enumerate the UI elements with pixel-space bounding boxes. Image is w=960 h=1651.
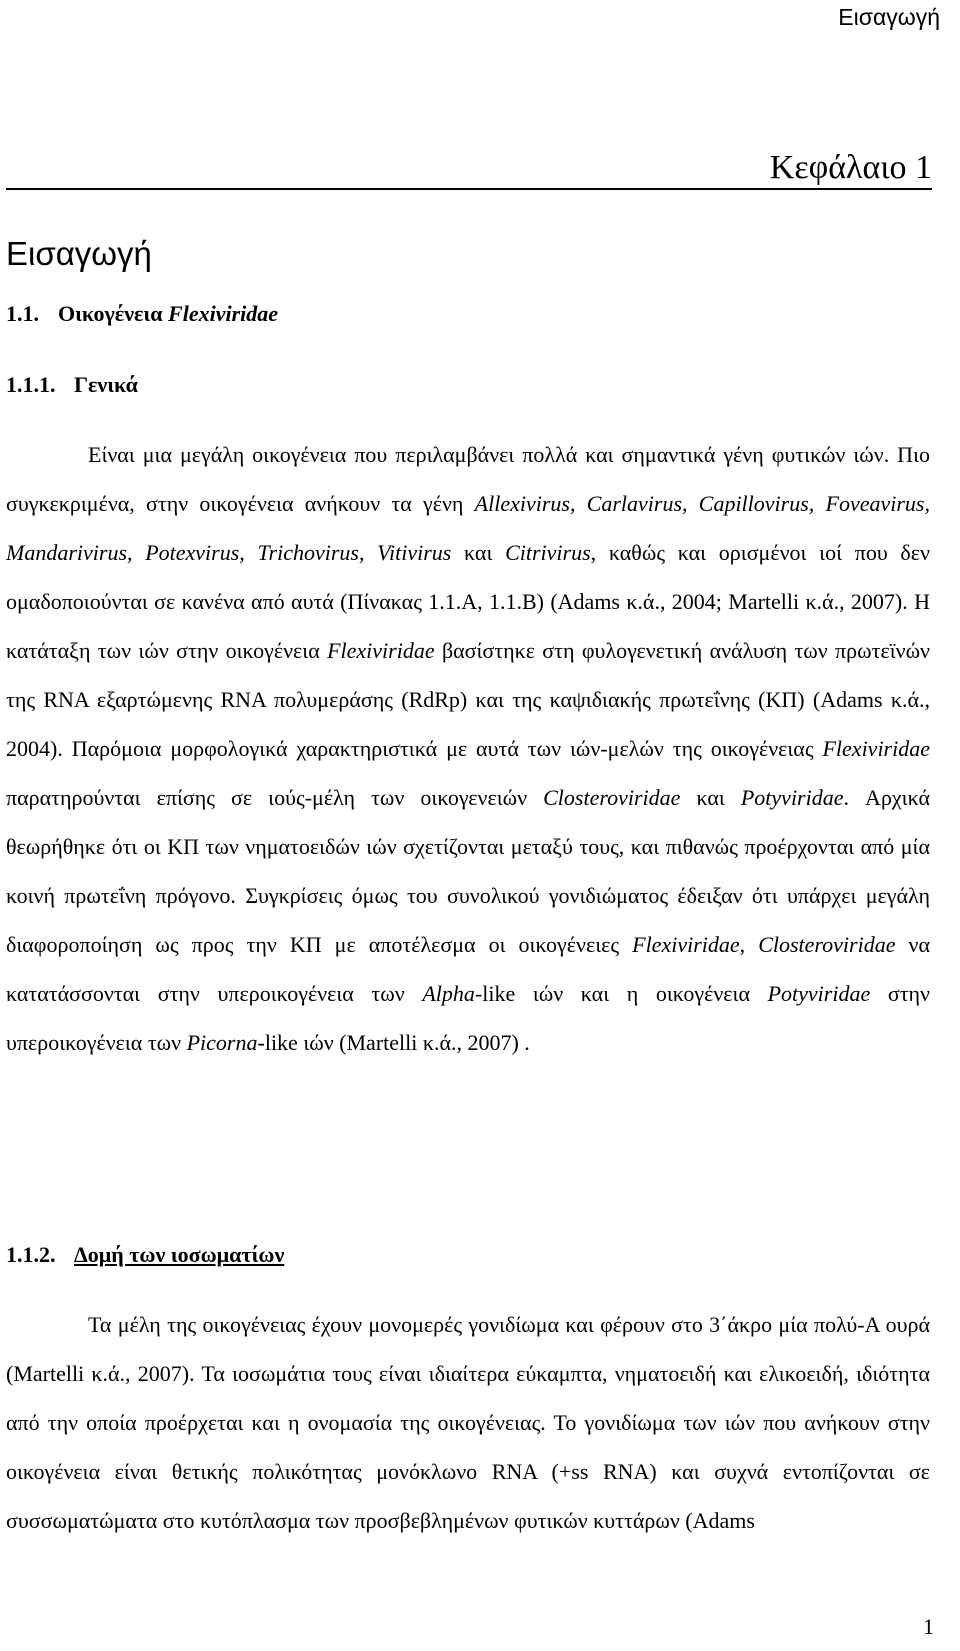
section-title-italic: Flexiviridae — [168, 301, 279, 326]
section-number: 1.1.2. — [6, 1242, 56, 1267]
paragraph-structure: Τα μέλη της οικογένειας έχουν μονομερές γονιδίωμα και φέρουν στο 3΄άκρο μία πολύ-Α ουρά (Martelli κ.ά., 2007). Τα ιοσωμάτια τους είναι ιδιαίτερα εύκαμπτα, νηματοειδή και ελικοειδή, ιδιότητα από την οποία προέρχεται και η ονομασία της οικογένειας. Το γονιδίωμα των ιών που ανήκουν στην οικογένεια είναι θετικής πολικότητας μονόκλωνο RNA (+ss RNA) και συχνά εντοπίζονται σε συσσωματώματα στο κυτόπλασμα των προσβεβλημένων φυτικών κυττάρων (Adams — [6, 1312, 930, 1533]
chapter-title: Εισαγωγή — [6, 235, 152, 272]
section-heading-1-1-1 — [6, 370, 138, 400]
page-number: 1 — [923, 1614, 934, 1639]
section-number: 1.1. — [6, 301, 39, 326]
section-heading-1-1 — [6, 299, 278, 329]
paragraph-general: Είναι μια μεγάλη οικογένεια που περιλαμβάνει πολλά και σημαντικά γένη φυτικών ιών. Πιο συγκεκριμένα, στην οικογένεια ανήκουν τα γένη Allexivirus, Carlavirus, Capillovirus, Foveavirus, Mandarivirus, Potexvirus, Trichovirus, Vitivirus και Citrivirus, καθώς και ορισμένοι ιοί που δεν ομαδοποιούνται σε κανένα από αυτά (Πίνακας 1.1.Α, 1.1.Β) (Adams κ.ά., 2004; Martelli κ.ά., 2007). Η κατάταξη των ιών στην οικογένεια Flexiviridae βασίστηκε στη φυλογενετική ανάλυση των πρωτεϊνών της RNA εξαρτώμενης RNA πολυμεράσης (RdRp) και της καψιδιακής πρωτεΐνης (ΚΠ) (Adams κ.ά., 2004). Παρόμοια μορφολογικά χαρακτηριστικά με αυτά των ιών-μελών της οικογένειας Flexiviridae παρατηρούνται επίσης σε ιούς-μέλη των οικογενειών Closteroviridae και Potyviridae. Αρχικά θεωρήθηκε ότι οι ΚΠ των νηματοειδών ιών σχετίζονται μεταξύ τους, και πιθανώς προέρχονται από μία κοινή πρωτεΐνη πρόγονο. Συγκρίσεις όμως του συνολικού γονιδιώματος έδειξαν ότι υπάρχει μεγάλη διαφοροποίηση ως προς την ΚΠ με αποτέλεσμα οι οικογένειες Flexiviridae, Closteroviridae να κατατάσσονται στην υπεροικογένεια των Alpha-like ιών και η οικογένεια Potyviridae στην υπεροικογένεια των Picorna-like ιών (Martelli κ.ά., 2007) . — [6, 442, 931, 1055]
section-title: Γενικά — [74, 372, 138, 397]
section-title-prefix: Οικογένεια — [58, 301, 169, 326]
section-title: Δομή των ιοσωματίων — [74, 1242, 285, 1267]
section-number: 1.1.1. — [6, 372, 56, 397]
chapter-label: Κεφάλαιο 1 — [6, 150, 932, 190]
running-header: Εισαγωγή — [838, 4, 940, 30]
section-heading-1-1-2 — [6, 1240, 284, 1270]
